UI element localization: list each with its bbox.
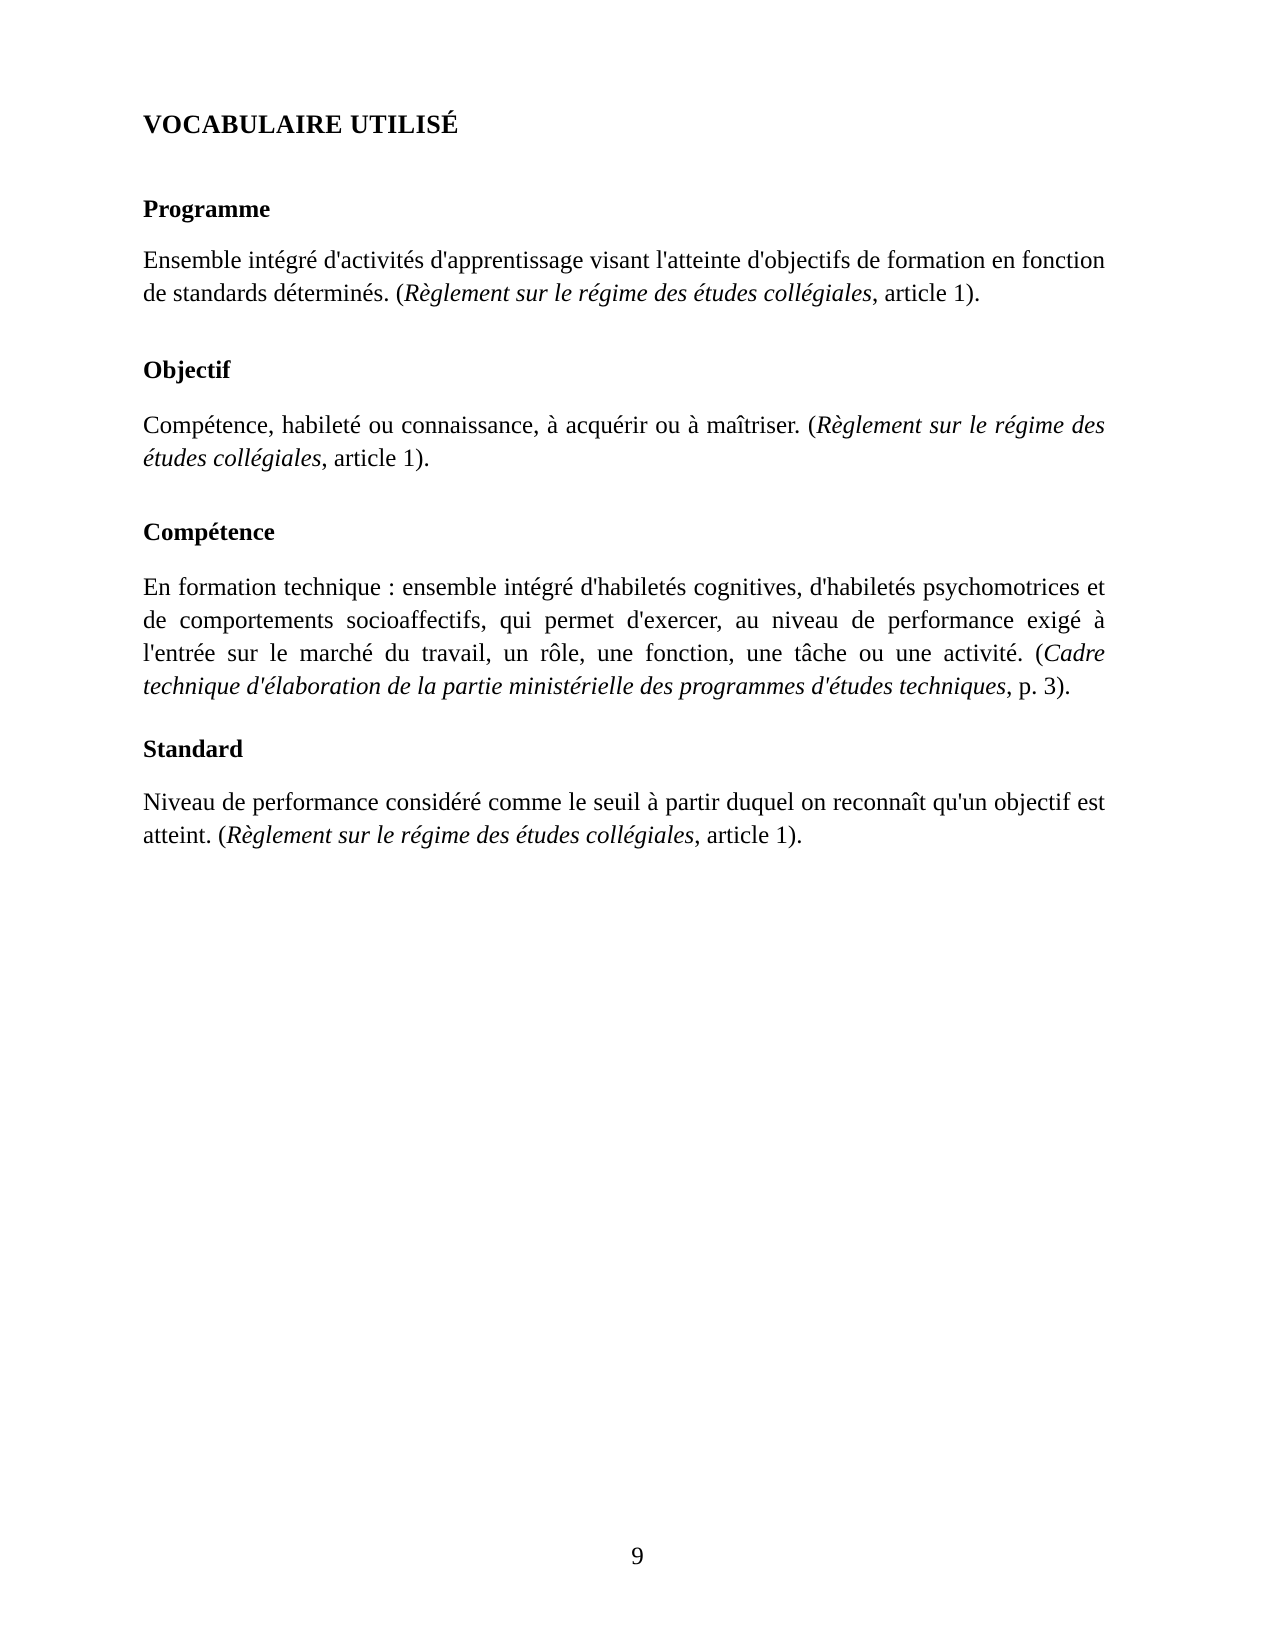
section-paragraph-objectif xyxy=(143,409,1105,475)
paragraph-text: , article 1). xyxy=(871,280,981,307)
paragraph-text: Ensemble intégré d'activités d'apprentissage visant l'atteinte d'objectifs de formation en fonction de standards déterminés. ( xyxy=(143,247,1105,307)
paragraph-text: Niveau de performance considéré comme le seuil à partir duquel on reconnaît qu'un objectif est atteint. ( xyxy=(143,789,1105,849)
section-heading-objectif: Objectif xyxy=(143,357,231,384)
page-number: 9 xyxy=(631,1543,644,1570)
section-heading-standard: Standard xyxy=(143,736,244,763)
citation-text: Règlement sur le régime des études collégiales xyxy=(404,280,872,307)
citation-text: Règlement sur le régime des études collégiales xyxy=(143,412,1105,472)
document-content xyxy=(143,0,1105,852)
paragraph-text: , article 1). xyxy=(694,822,803,849)
paragraph-text: En formation technique : ensemble intégré d'habiletés cognitives, d'habiletés psychomotrices et de comportements socioaffectifs, qui permet d'exercer, au niveau de performance exigé à l'entrée sur le marché du travail, un rôle, une fonction, une tâche ou une activité. ( xyxy=(143,574,1105,667)
section-paragraph-competence xyxy=(143,571,1105,703)
paragraph-text: , article 1). xyxy=(321,445,430,472)
paragraph-text: Compétence, habileté ou connaissance, à acquérir ou à maîtriser. ( xyxy=(143,412,817,439)
section-heading-competence: Compétence xyxy=(143,519,275,546)
section-paragraph-programme xyxy=(143,244,1105,310)
citation-text: Cadre technique d'élaboration de la partie ministérielle des programmes d'études techniques xyxy=(143,640,1105,700)
page-title: VOCABULAIRE UTILISÉ xyxy=(143,110,460,139)
section-heading-programme: Programme xyxy=(143,196,271,223)
citation-text: Règlement sur le régime des études collégiales xyxy=(226,822,695,849)
paragraph-text: , p. 3). xyxy=(1006,673,1071,700)
section-paragraph-standard xyxy=(143,786,1105,852)
